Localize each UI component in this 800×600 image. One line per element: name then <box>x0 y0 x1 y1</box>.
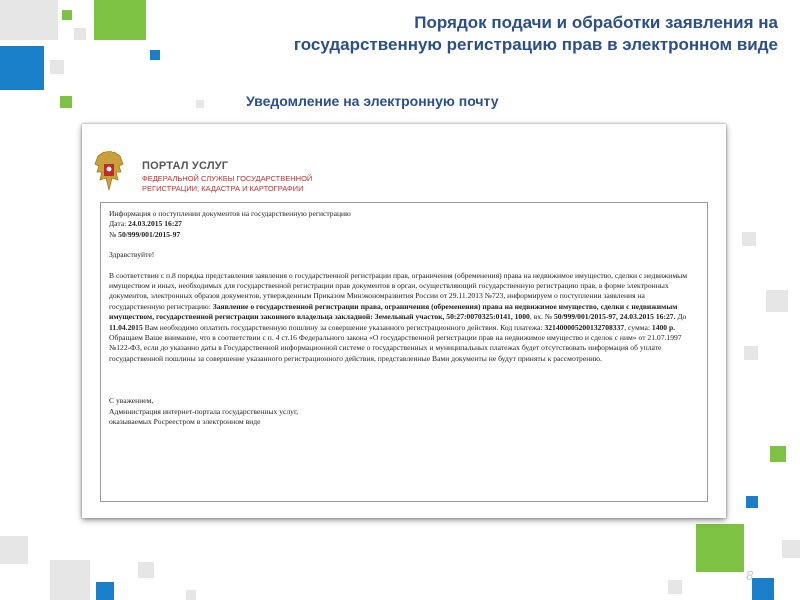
deco-square <box>742 232 756 246</box>
deco-square <box>62 10 72 20</box>
email-date-label: Дата: <box>109 219 127 229</box>
deco-square <box>60 96 72 108</box>
deco-square <box>196 100 204 108</box>
deco-square <box>696 524 744 572</box>
deco-square <box>766 290 788 312</box>
email-number-value: 50/999/001/2015-97 <box>118 229 181 239</box>
email-screenshot <box>82 124 726 518</box>
email-greeting: Здравствуйте! <box>109 250 155 260</box>
deco-square <box>782 540 800 558</box>
email-date-value: 24.03.2015 16:27 <box>128 219 182 229</box>
deco-square <box>94 0 146 40</box>
portal-name: ПОРТАЛ УСЛУГ <box>142 160 229 172</box>
email-signature-3: оказываемых Росреестром в электронном виде <box>109 417 261 427</box>
deco-square <box>50 60 64 74</box>
portal-subtitle-line-1: ФЕДЕРАЛЬНОЙ СЛУЖБЫ ГОСУДАРСТВЕННОЙ <box>142 174 313 183</box>
deco-square <box>96 582 114 600</box>
email-signature-1: С уважением, <box>109 396 154 406</box>
email-p1-text: , сумма: <box>624 322 650 332</box>
deco-square <box>150 50 160 60</box>
page-number: 8 <box>746 568 754 583</box>
page-subtitle: Уведомление на электронную почту <box>246 93 499 109</box>
deco-square <box>746 496 758 508</box>
email-p1-text: , вх. № <box>529 312 553 322</box>
email-p1-text: До <box>677 312 687 322</box>
deco-square <box>138 562 154 578</box>
deco-square <box>668 580 682 594</box>
page-title <box>218 12 778 56</box>
deco-square <box>0 46 44 90</box>
page-title-line-2: государственную регистрацию прав в электронном виде <box>293 35 778 54</box>
deco-square <box>0 536 28 564</box>
email-signature-2: Администрация интернет-портала государственных услуг, <box>109 406 299 416</box>
deco-square <box>186 590 196 600</box>
page-title-line-1: Порядок подачи и обработки заявления на <box>414 13 778 32</box>
email-p1-incoming: 50/999/001/2015-97, 24.03.2015 16:27. <box>553 312 676 322</box>
email-heading: Информация о поступлении документов на государственную регистрацию <box>109 209 351 218</box>
deco-square <box>74 28 86 40</box>
email-p1-text: Вам необходимо оплатить государственную пошлину за совершение указанного регистрационного действия. Код платежа: <box>144 322 543 332</box>
email-p1-text: В соответствии с п.8 порядка представления заявления о государственной регистрации прав, ограничения (обременения) права на недвижимое имущество, сделки с недвижимым имуществом и иных, необходимых для государственной регистрации прав документов в орган, осуществляющий государственную регистрацию прав, в форме электронных документов, электронных образов документов, утвержденным Приказом Минэкономразвития России от 29.11.2013 №723, информируем о поступлении заявления на государственную регистрацию: <box>109 270 688 311</box>
deco-square <box>744 346 758 360</box>
email-date <box>109 219 699 229</box>
deco-square <box>770 446 786 462</box>
email-paragraph-2: Обращаем Ваше внимание, что в соответствии с п. 4 ст.16 Федерального закона «О государственной регистрации прав на недвижимое имущество и сделок с ним» от 21.07.1997 №122-ФЗ, если до указанно даты в Государственной информационной системе о государственных и муниципальных платежах будет отсутствовать информация об уплате государственной пошлины за совершение указанного регистрационного действия, представленные Вами документы не будут приняты к рассмотрению. <box>109 333 682 363</box>
deco-square <box>752 578 774 600</box>
email-p1-amount: 1400 р. <box>651 322 676 332</box>
email-number-label: № <box>109 229 117 239</box>
deco-square <box>50 560 90 600</box>
portal-subtitle-line-2: РЕГИСТРАЦИИ, КАДАСТРА И КАРТОГРАФИИ <box>142 184 304 193</box>
email-paragraph-1 <box>109 271 699 333</box>
email-number <box>109 230 699 240</box>
coat-of-arms-icon <box>92 150 126 194</box>
portal-subtitle <box>142 174 312 194</box>
email-p1-deadline: 11.04.2015 <box>109 322 143 332</box>
email-body <box>100 202 708 502</box>
email-p1-application: Заявление о государственной регистрации права, ограничения (обременения) права на недвижимое имущество, сделки с недвижимым имуществом, государственной регистрации законного владельца закладной: Земельный участок, 50:27:0070325:0141, 1000 <box>109 301 678 322</box>
email-p1-payment-code: 321400005200132708337 <box>544 322 625 332</box>
deco-square <box>0 0 58 40</box>
